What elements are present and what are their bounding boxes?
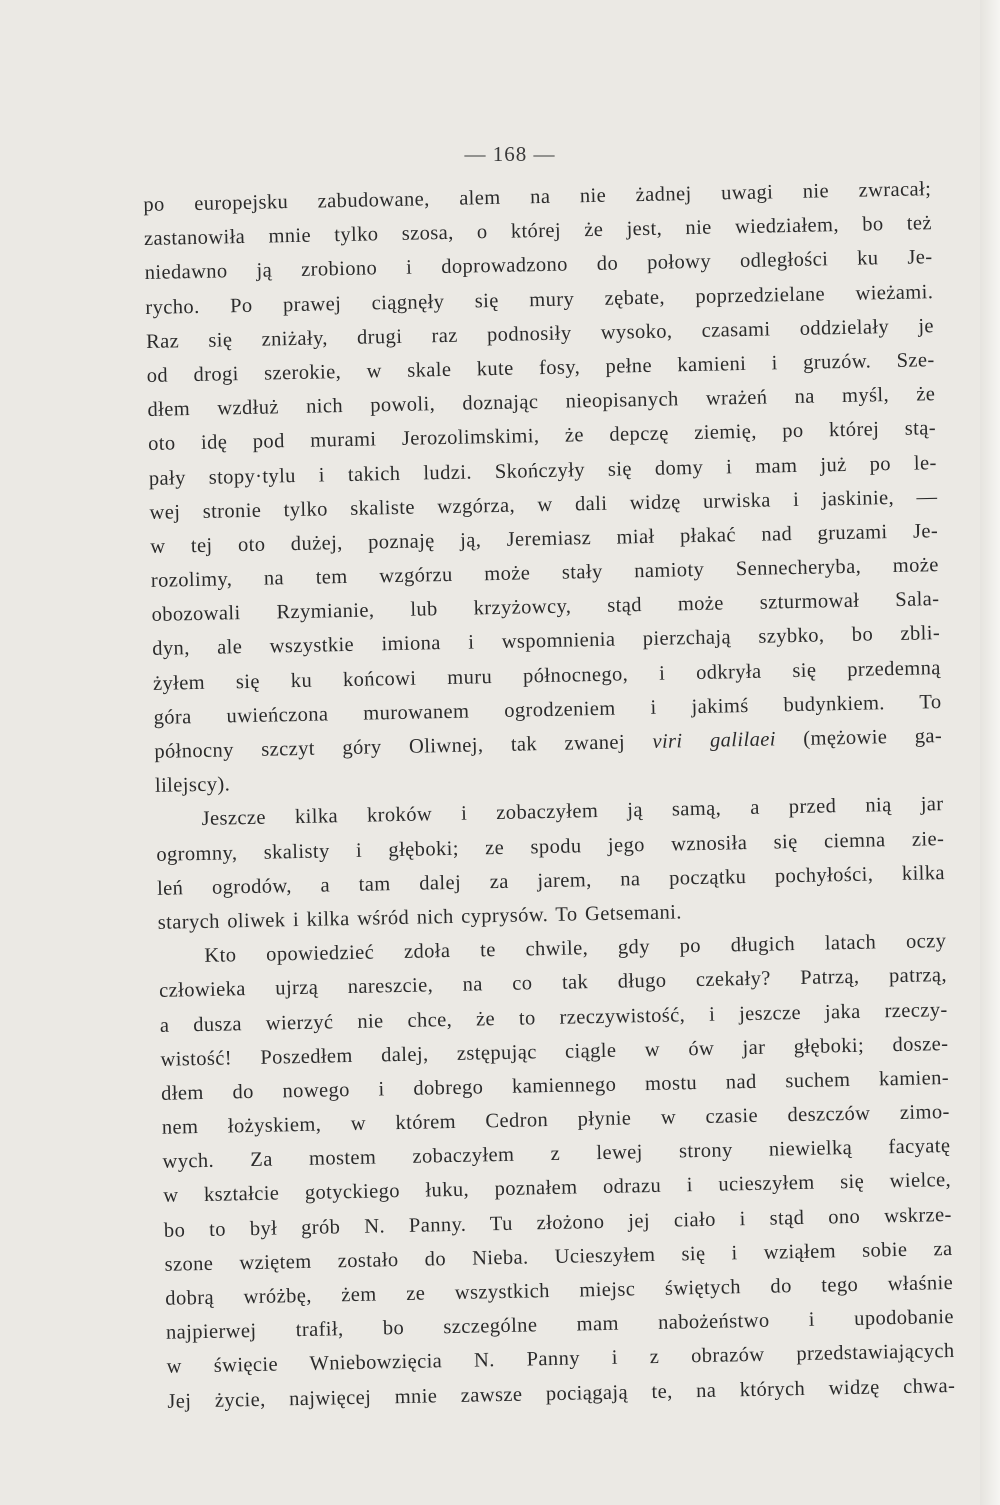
text-line: Kto opowiedzieć zdoła te chwile, gdy po długich latach oczy xyxy=(204,930,947,968)
text-line: pały stopy·tylu i takich ludzi. Skończyły się domy i mam już po le- xyxy=(148,451,937,490)
text-line: od drogi szerokie, w skale kute fosy, pełne kamieni i gruzów. Sze- xyxy=(146,349,935,387)
text-line: obozowali Rzymianie, lub krzyżowcy, stąd może szturmował Sala- xyxy=(151,588,940,627)
text-line: człowieka ujrzą nareszcie, na co tak długo czekały? Patrzą, patrzą, xyxy=(158,964,948,1003)
text-line: rycho. Po prawej ciągnęły się mury zębate, poprzedzielane wieżami. xyxy=(145,280,934,319)
text-line: wej stronie tylko skaliste wzgórza, w dali widzę urwiska i jaskinie, — xyxy=(149,485,938,524)
text-line: zastanowiła mnie tylko szosa, o której że jest, nie wiedziałem, bo też xyxy=(143,212,933,251)
page-number: — 168 — xyxy=(464,142,556,166)
text-line: dłem do nowego i dobrego kamiennego mostu nad suchem kamien- xyxy=(160,1066,950,1105)
text-segment: północny szczyt góry Oliwnej, tak zwanej xyxy=(154,730,653,763)
text-line: góra uwieńczona murowanem ogrodzeniem i jakimś budynkiem. To xyxy=(153,690,942,729)
text-line: najpierwej trafił, bo szczególne mam nabożeństwo i upodobanie xyxy=(165,1306,955,1344)
text-line: po europejsku zabudowane, alem na nie żadnej uwagi nie zwracał; xyxy=(143,178,932,216)
text-line: w święcie Wniebowzięcia N. Panny i z obrazów przedstawiających xyxy=(166,1340,955,1379)
text-line: Jej życie, najwięcej mnie zawsze pociągają te, na których widzę chwa- xyxy=(167,1374,956,1413)
italic-phrase: viri galilaei xyxy=(652,728,777,753)
text-line: rozolimy, na tem wzgórzu może stały namioty Sennecheryba, może xyxy=(150,554,939,592)
text-line: dobrą wróżbę, żem ze wszystkich miejsc świętych do tego właśnie xyxy=(165,1271,954,1310)
text-line: wistość! Poszedłem dalej, zstępując ciągle w ów jar głęboki; dosze- xyxy=(160,1032,949,1071)
text-line: oto idę pod murami Jerozolimskimi, że depczę ziemię, po której stą- xyxy=(147,417,937,456)
text-line: lilejscy). xyxy=(154,773,231,798)
text-line: bo to był grób N. Panny. Tu złożono jej ciało i stąd ono wskrze- xyxy=(163,1203,952,1242)
text-segment: (mężowie ga- xyxy=(775,725,943,751)
page-edge xyxy=(980,0,1000,1505)
text-line: starych oliwek i kilka wśród nich cyprysów. To Getsemani. xyxy=(157,901,683,934)
text-line: dłem wzdłuż nich powoli, doznając nieopisanych wrażeń na myśl, że xyxy=(147,383,936,422)
text-line: ogromny, skalisty i głęboki; ze spodu jego wznosiła się ciemna zie- xyxy=(156,827,945,866)
text-line: żyłem się ku końcowi muru północnego, i odkryła się przedemną xyxy=(152,656,942,695)
text-line: leń ogrodów, a tam dalej za jarem, na początku pochyłości, kilka xyxy=(156,861,946,900)
text-line: w tej oto dużej, poznaję ją, Jeremiasz miał płakać nad gruzami Je- xyxy=(149,519,939,558)
text-line: wych. Za mostem zobaczyłem z lewej strony niewielką facyatę xyxy=(162,1135,951,1174)
text-line: w kształcie gotyckiego łuku, poznałem odrazu i ucieszyłem się wielce, xyxy=(163,1169,952,1208)
text-line: nem łożyskiem, w którem Cedron płynie w czasie deszczów zimo- xyxy=(161,1101,950,1139)
text-line: szone wziętem zostało do Nieba. Ucieszyłem się i wziąłem sobie za xyxy=(164,1237,953,1276)
text-line: Raz się zniżały, drugi raz podnosiły wysoko, czasami oddzielały je xyxy=(145,314,935,353)
text-line: niedawno ją zrobiono i doprowadzono do połowy odległości ku Je- xyxy=(144,246,933,285)
body-text xyxy=(143,172,956,1418)
text-line: dyn, ale wszystkie imiona i wspomnienia pierzchają szybko, bo zbli- xyxy=(152,622,941,661)
text-line: Jeszcze kilka kroków i zobaczyłem ją samą, a przed nią jar xyxy=(201,793,944,831)
text-line: a dusza wierzyć nie chce, że to rzeczywistość, i jeszcze jaka rzeczy- xyxy=(159,998,948,1037)
